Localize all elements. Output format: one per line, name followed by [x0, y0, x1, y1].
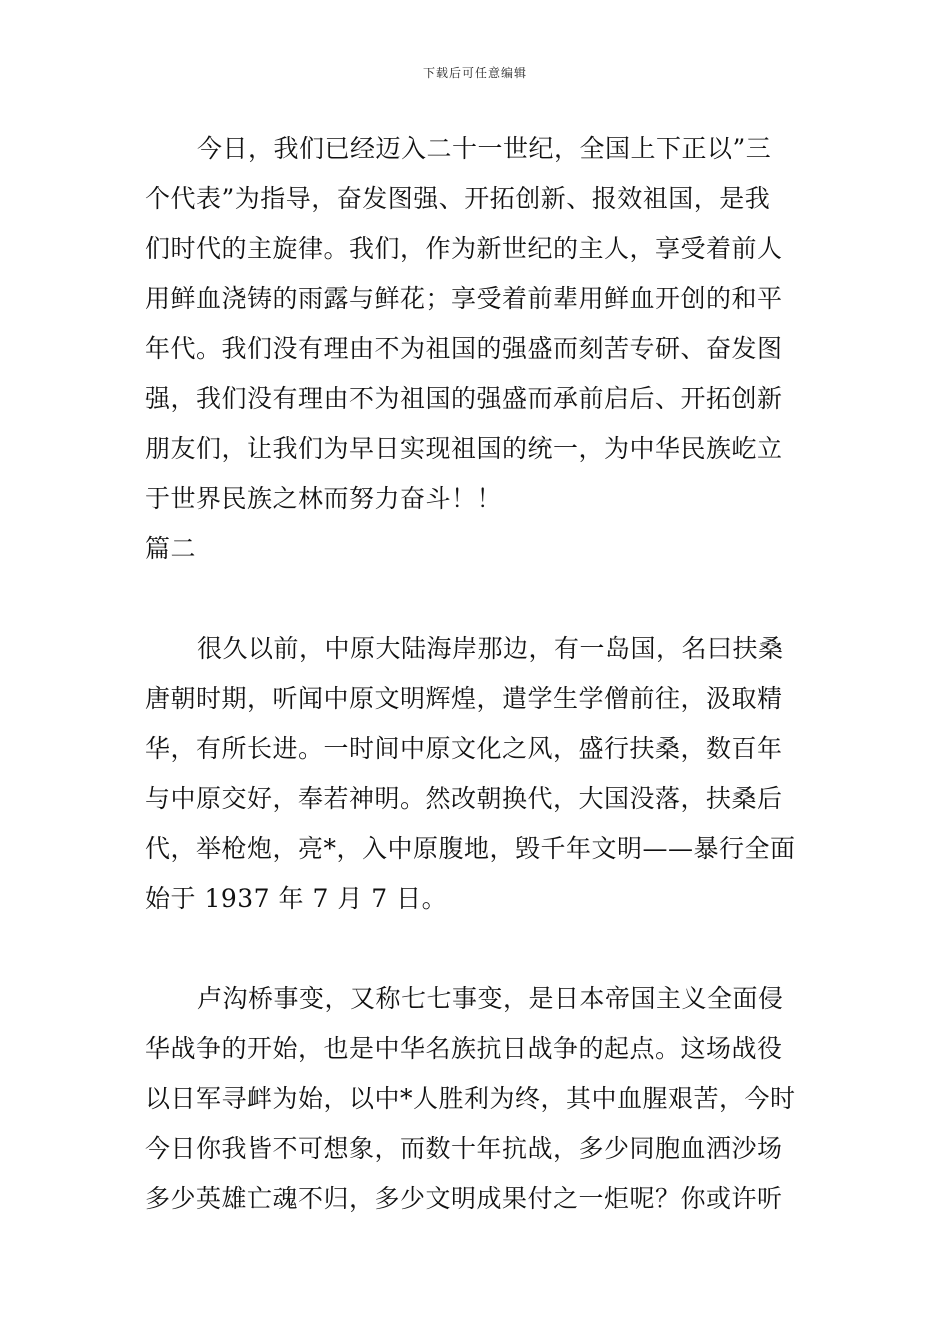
- text-line: 很久以前，中原大陆海岸那边，有一岛国，名曰扶桑: [197, 634, 784, 663]
- paragraph-gap: [145, 924, 810, 974]
- section-heading: 篇二: [145, 534, 197, 563]
- text-line: 多少英雄亡魂不归，多少文明成果付之一炬呢？你或许听: [145, 1184, 783, 1213]
- text-line: 今日，我们已经迈入二十一世纪，全国上下正以”三: [197, 134, 772, 163]
- text-line: 强，我们没有理由不为祖国的强盛而承前启后、开拓创新: [145, 384, 783, 413]
- text-line: 始于 1937 年 7 月 7 日。: [145, 884, 448, 913]
- text-line: 用鲜血浇铸的雨露与鲜花；享受着前辈用鲜血开创的和平: [145, 284, 783, 313]
- text-line: 代，举枪炮，亮*，入中原腹地，毁千年文明——暴行全面: [145, 834, 796, 863]
- text-line: 卢沟桥事变，又称七七事变，是日本帝国主义全面侵: [197, 984, 784, 1013]
- text-line: 华战争的开始，也是中华名族抗日战争的起点。这场战役: [145, 1034, 783, 1063]
- document-body: [145, 124, 810, 1224]
- text-line: 与中原交好，奉若神明。然改朝换代，大国没落，扶桑后: [145, 784, 783, 813]
- text-line: 唐朝时期，听闻中原文明辉煌，遣学生学僧前往，汲取精: [145, 684, 783, 713]
- text-line: 以日军寻衅为始，以中*人胜利为终，其中血腥艰苦，今时: [145, 1084, 796, 1113]
- text-line: 年代。我们没有理由不为祖国的强盛而刻苦专研、奋发图: [145, 334, 783, 363]
- text-line: 于世界民族之林而努力奋斗！！: [145, 484, 503, 513]
- text-line: 个代表”为指导，奋发图强、开拓创新、报效祖国，是我: [145, 184, 771, 213]
- text-line: 今日你我皆不可想象，而数十年抗战，多少同胞血洒沙场: [145, 1134, 783, 1163]
- text-line: 华，有所长进。一时间中原文化之风，盛行扶桑，数百年: [145, 734, 783, 763]
- text-line: 朋友们，让我们为早日实现祖国的统一，为中华民族屹立: [145, 434, 783, 463]
- text-line: 们时代的主旋律。我们，作为新世纪的主人，享受着前人: [145, 234, 783, 263]
- paragraph-gap: [145, 574, 810, 624]
- page-header-note: 下载后可任意编辑: [422, 66, 527, 80]
